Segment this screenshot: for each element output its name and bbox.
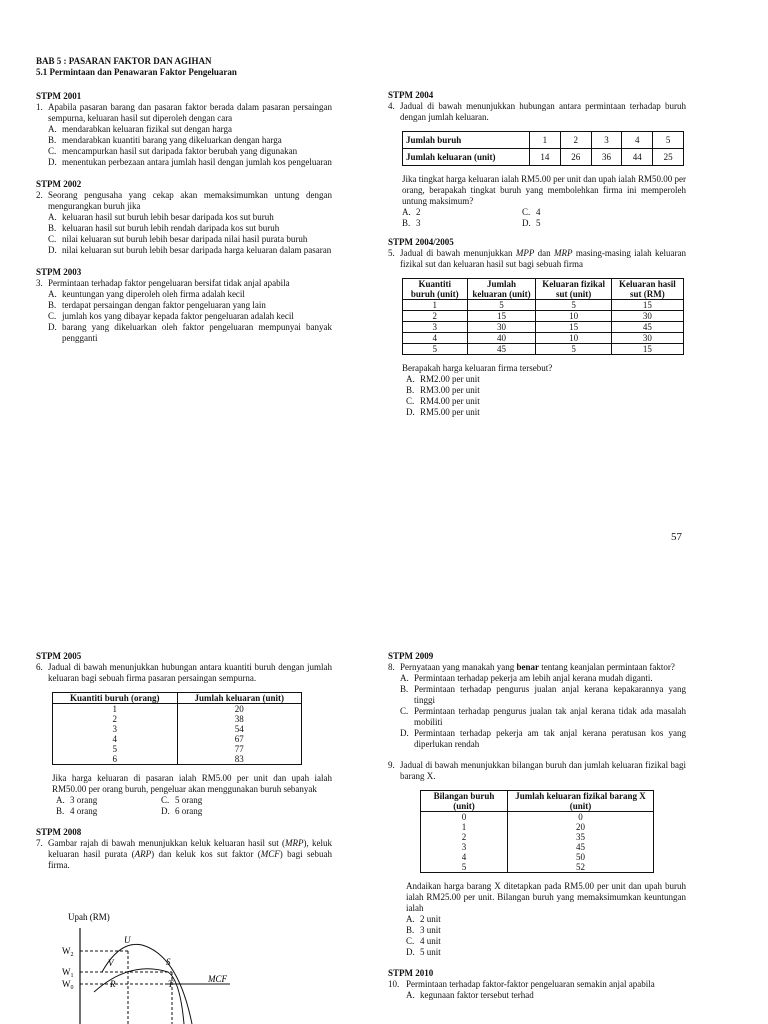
q3-options — [48, 289, 332, 344]
table-cell: 5 — [421, 862, 508, 873]
q5-followup: Berapakah harga keluaran firma tersebut? — [402, 363, 553, 373]
q5-header: Kuantiti buruh (unit) — [403, 279, 468, 300]
option-item — [48, 245, 332, 256]
table-cell: 2 — [421, 832, 508, 842]
table-cell: 2 — [403, 311, 468, 322]
q9-table-row — [421, 862, 654, 873]
option-letter: D. — [48, 245, 57, 255]
option-text: Permintaan terhadap pekerja am lebih anjal kerana mudah diganti. — [414, 673, 653, 683]
q1-options — [48, 124, 332, 168]
question-3: 3. Permintaan terhadap faktor pengeluaran bersifat tidak anjal apabila — [36, 278, 332, 289]
option-item — [400, 673, 686, 684]
q6-option-a: 3 orang — [70, 795, 98, 805]
q9-table-row — [421, 842, 654, 852]
table-cell: 40 — [467, 333, 536, 344]
option-letter: A. — [48, 212, 57, 222]
table-cell: 30 — [611, 311, 683, 322]
question-8: 8. Pernyataan yang manakah yang benar tentang keanjalan permintaan faktor? — [388, 662, 686, 673]
q6-option-c: 5 orang — [175, 795, 203, 805]
option-text: 3 unit — [420, 925, 441, 935]
option-text: mendarabkan kuantiti barang yang dikeluarkan dengan harga — [62, 135, 282, 145]
option-item — [48, 135, 332, 146]
option-letter: B. — [400, 684, 409, 694]
q4-option-b: 3 — [416, 218, 421, 228]
q10-options — [406, 990, 686, 1001]
q6-table-row — [53, 724, 302, 734]
option-text: Permintaan terhadap pengurus jualan anjal kerana kepakarannya yang tinggi — [414, 684, 686, 705]
option-text: nilai keluaran sut buruh lebih besar daripada nilai hasil purata buruh — [62, 234, 308, 244]
q8-year: STPM 2009 — [388, 651, 434, 661]
option-item — [48, 322, 332, 344]
table-cell: 3 — [53, 724, 178, 734]
option-item — [48, 289, 332, 300]
chapter-title: BAB 5 : PASARAN FAKTOR DAN AGIHAN — [36, 56, 212, 66]
table-cell: 0 — [421, 812, 508, 823]
option-text: RM2.00 per unit — [420, 374, 480, 384]
q7-year: STPM 2008 — [36, 827, 82, 837]
table-cell: 2 — [53, 714, 178, 724]
option-item — [406, 947, 686, 958]
q7-stem: Gambar rajah di bawah menunjukkan keluk keluaran hasil sut (MRP), keluk keluaran hasil purata (ARP) dan keluk kos sut faktor (MCF) bagi sebuah firma. — [48, 838, 333, 870]
table-cell: 30 — [467, 322, 536, 333]
q6-year: STPM 2005 — [36, 651, 82, 661]
q4-cell: 5 — [653, 132, 684, 149]
table-cell: 3 — [403, 322, 468, 333]
q4-followup: Jika tingkat harga keluaran ialah RM5.00 per unit dan upah ialah RM50.00 per orang, berapakah tingkat buruh yang membolehkan firma ini memperoleh untung maksimum? — [402, 174, 686, 206]
option-item — [406, 925, 686, 936]
table-cell: 5 — [53, 744, 178, 754]
option-letter: C. — [48, 146, 57, 156]
option-letter: C. — [406, 936, 415, 946]
label-w2: $W_2$ — [62, 946, 74, 958]
option-text: nilai keluaran sut buruh lebih besar daripada harga keluaran dalam pasaran — [62, 245, 332, 255]
q9-followup: Andaikan harga barang X ditetapkan pada RM5.00 per unit dan upah buruh ialah RM25.00 per unit. Bilangan buruh yang memaksimumkan keuntungan ialah — [406, 881, 686, 913]
point-t: T — [168, 979, 174, 989]
point-r: R — [110, 979, 116, 989]
option-item — [48, 223, 332, 234]
table-cell: 67 — [177, 734, 302, 744]
q2-options — [48, 212, 332, 256]
left-column-bottom — [36, 651, 332, 871]
q5-stem: Jadual di bawah menunjukkan MPP dan MRP masing-masing ialah keluaran fizikal sut dan keluaran hasil sut bagi sebuah firma — [400, 248, 686, 269]
table-cell: 52 — [508, 862, 654, 873]
q6-table-row — [53, 714, 302, 724]
point-s: S — [166, 957, 171, 967]
option-letter: A. — [48, 124, 57, 134]
option-text: keluaran hasil sut buruh lebih besar daripada kos sut buruh — [62, 212, 274, 222]
option-text: barang yang dikeluarkan oleh faktor pengeluaran mempunyai banyak pengganti — [62, 322, 332, 343]
q4-cell: 2 — [560, 132, 591, 149]
page-number: 57 — [671, 531, 682, 543]
option-item — [48, 300, 332, 311]
option-item — [406, 914, 686, 925]
q4-cell: 44 — [622, 149, 653, 166]
table-cell: 15 — [467, 311, 536, 322]
table-cell: 15 — [611, 344, 683, 355]
q9-table-row — [421, 812, 654, 823]
arp-curve — [94, 969, 184, 1024]
q3-year: STPM 2003 — [36, 267, 82, 277]
option-text: RM3.00 per unit — [420, 385, 480, 395]
q4-cell: 1 — [530, 132, 561, 149]
option-letter: A. — [406, 374, 415, 384]
option-letter: B. — [48, 223, 57, 233]
option-letter: A. — [406, 914, 415, 924]
option-letter: B. — [48, 135, 57, 145]
left-column-top — [36, 56, 332, 344]
option-text: 2 unit — [420, 914, 441, 924]
q4-cell: 14 — [530, 149, 561, 166]
label-w1: $W_1$ — [62, 967, 74, 979]
table-cell: 1 — [421, 822, 508, 832]
table-cell: 54 — [177, 724, 302, 734]
table-cell: 5 — [403, 344, 468, 355]
question-2: 2. Seorang pengusaha yang cekap akan memaksimumkan untung dengan mengurangkan buruh jika — [36, 190, 332, 211]
q6-stem: Jadual di bawah menunjukkan hubungan antara kuantiti buruh dengan jumlah keluaran bagi sebuah firma pasaran persaingan sempurna. — [48, 662, 332, 683]
option-text: menentukan perbezaan antara jumlah hasil dengan jumlah kos pengeluaran — [62, 157, 332, 167]
q9-header: Bilangan buruh (unit) — [421, 791, 508, 812]
q8-stem: Pernyataan yang manakah yang benar tentang keanjalan permintaan faktor? — [400, 662, 675, 672]
option-item — [400, 684, 686, 706]
q9-header: Jumlah keluaran fizikal barang X (unit) — [508, 791, 654, 812]
table-cell: 6 — [53, 754, 178, 765]
option-text: 5 unit — [420, 947, 441, 957]
option-item — [406, 374, 686, 385]
table-cell: 4 — [421, 852, 508, 862]
q6-table-row — [53, 704, 302, 715]
q2-stem: Seorang pengusaha yang cekap akan memaksimumkan untung dengan mengurangkan buruh jika — [48, 190, 332, 211]
option-letter: D. — [400, 728, 409, 738]
option-item — [400, 728, 686, 750]
q7-diagram — [50, 910, 250, 1024]
q10-stem: Permintaan terhadap faktor-faktor pengeluaran semakin anjal apabila — [406, 979, 655, 989]
question-4: 4. Jadual di bawah menunjukkan hubungan antara permintaan terhadap buruh dengan jumlah keluaran. — [388, 101, 686, 122]
option-text: Permintaan terhadap pengurus jualan tak anjal kerana tidak ada masalah mobiliti — [414, 706, 686, 727]
q4-stem: Jadual di bawah menunjukkan hubungan antara permintaan terhadap buruh dengan jumlah keluaran. — [400, 101, 686, 122]
table-cell: 4 — [53, 734, 178, 744]
option-item — [406, 936, 686, 947]
option-text: terdapat persaingan dengan faktor pengeluaran yang lain — [62, 300, 266, 310]
table-cell: 35 — [508, 832, 654, 842]
option-text: RM4.00 per unit — [420, 396, 480, 406]
question-9: 9. Jadual di bawah menunjukkan bilangan buruh dan jumlah keluaran fizikal bagi barang X. — [388, 760, 686, 781]
question-6: 6. Jadual di bawah menunjukkan hubungan antara kuantiti buruh dengan jumlah keluaran bagi sebuah firma pasaran persaingan sempurna. — [36, 662, 332, 683]
label-w0: $W_0$ — [62, 979, 74, 991]
option-letter: D. — [406, 947, 415, 957]
option-text: kegunaan faktor tersebut terhad — [420, 990, 534, 1000]
table-cell: 30 — [611, 333, 683, 344]
q4-cell: 26 — [560, 149, 591, 166]
option-item — [400, 706, 686, 728]
q9-stem: Jadual di bawah menunjukkan bilangan buruh dan jumlah keluaran fizikal bagi barang X. — [400, 760, 686, 781]
q4-row1-label: Jumlah buruh — [403, 132, 530, 149]
table-cell: 1 — [53, 704, 178, 715]
q5-table — [402, 278, 684, 355]
table-cell: 20 — [177, 704, 302, 715]
q6-table — [52, 692, 302, 765]
table-cell: 5 — [536, 344, 611, 355]
q4-options: A. 2 C. 4 B. 3 D. 5 — [402, 207, 541, 228]
table-cell: 45 — [467, 344, 536, 355]
q1-year: STPM 2001 — [36, 91, 82, 101]
option-letter: B. — [406, 385, 415, 395]
option-letter: C. — [400, 706, 409, 716]
q5-year: STPM 2004/2005 — [388, 237, 454, 247]
q4-cell: 36 — [591, 149, 622, 166]
table-cell: 77 — [177, 744, 302, 754]
option-item — [48, 212, 332, 223]
table-cell: 3 — [421, 842, 508, 852]
q2-year: STPM 2002 — [36, 179, 82, 189]
table-cell: 5 — [467, 300, 536, 311]
q9-table-row — [421, 822, 654, 832]
option-text: keluaran hasil sut buruh lebih rendah daripada kos sut buruh — [62, 223, 280, 233]
question-1: 1. Apabila pasaran barang dan pasaran faktor berada dalam pasaran persaingan sempurna, keluaran hasil sut diperoleh dengan cara — [36, 102, 332, 123]
q6-table-row — [53, 754, 302, 765]
option-item — [48, 146, 332, 157]
q6-options: A. 3 orang C. 5 orang B. 4 orang D. 6 orang — [56, 795, 203, 816]
option-letter: B. — [406, 925, 415, 935]
axis-label-wage: Upah (RM) — [68, 912, 110, 922]
option-item — [48, 124, 332, 135]
question-5: 5. Jadual di bawah menunjukkan MPP dan MRP masing-masing ialah keluaran fizikal sut dan keluaran hasil sut bagi sebuah firma — [388, 248, 686, 269]
q4-row2-label: Jumlah keluaran (unit) — [403, 149, 530, 166]
option-text: 4 unit — [420, 936, 441, 946]
right-column-bottom — [388, 651, 686, 1001]
q5-header: Jumlah keluaran (unit) — [467, 279, 536, 300]
q4-option-a: 2 — [416, 207, 421, 217]
q10-year: STPM 2010 — [388, 968, 434, 978]
option-text: Permintaan terhadap pekerja am tak anjal kerana peratusan kos yang diperlukan rendah — [414, 728, 686, 749]
right-column-top — [388, 90, 686, 418]
q6-followup: Jika harga keluaran di pasaran ialah RM5.00 per unit dan upah ialah RM50.00 per orang buruh, pengeluar akan menggunakan buruh sebanyak — [52, 773, 332, 794]
option-item — [406, 990, 686, 1001]
option-item — [48, 234, 332, 245]
q4-cell: 3 — [591, 132, 622, 149]
q6-header: Jumlah keluaran (unit) — [177, 693, 302, 704]
table-cell: 1 — [403, 300, 468, 311]
q5-table-row — [403, 333, 684, 344]
option-letter: D. — [406, 407, 415, 417]
mcf-label: MCF — [208, 974, 227, 984]
option-letter: A. — [48, 289, 57, 299]
q5-table-row — [403, 300, 684, 311]
option-letter: B. — [48, 300, 57, 310]
table-cell: 20 — [508, 822, 654, 832]
q5-header: Keluaran hasil sut (RM) — [611, 279, 683, 300]
table-cell: 45 — [508, 842, 654, 852]
option-text: mencampurkan hasil sut daripada faktor berubah yang digunakan — [62, 146, 298, 156]
q6-header: Kuantiti buruh (orang) — [53, 693, 178, 704]
q4-table — [402, 131, 684, 166]
option-item — [406, 396, 686, 407]
option-letter: A. — [406, 990, 415, 1000]
option-letter: A. — [400, 673, 409, 683]
option-letter: D. — [48, 322, 57, 332]
q4-option-d: 5 — [536, 218, 541, 228]
table-cell: 38 — [177, 714, 302, 724]
table-cell: 83 — [177, 754, 302, 765]
point-u: U — [124, 935, 131, 945]
table-cell: 10 — [536, 333, 611, 344]
option-item — [48, 311, 332, 322]
q9-table — [420, 790, 654, 873]
q5-table-row — [403, 311, 684, 322]
q5-options — [406, 374, 686, 418]
option-letter: C. — [48, 234, 57, 244]
q1-stem: Apabila pasaran barang dan pasaran faktor berada dalam pasaran persaingan sempurna, keluaran hasil sut diperoleh dengan cara — [48, 102, 332, 123]
option-letter: C. — [406, 396, 415, 406]
table-cell: 4 — [403, 333, 468, 344]
q3-stem: Permintaan terhadap faktor pengeluaran bersifat tidak anjal apabila — [48, 278, 290, 288]
option-item — [406, 407, 686, 418]
q9-table-row — [421, 852, 654, 862]
table-cell: 15 — [536, 322, 611, 333]
q9-options — [406, 914, 686, 958]
option-letter: D. — [48, 157, 57, 167]
section-title: 5.1 Permintaan dan Penawaran Faktor Pengeluaran — [36, 67, 237, 77]
q8-options — [400, 673, 686, 750]
q5-header: Keluaran fizikal sut (unit) — [536, 279, 611, 300]
option-text: mendarabkan keluaran fizikal sut dengan harga — [62, 124, 233, 134]
table-cell: 45 — [611, 322, 683, 333]
q9-table-row — [421, 832, 654, 842]
q6-option-b: 4 orang — [70, 806, 98, 816]
question-7: 7. Gambar rajah di bawah menunjukkan keluk keluaran hasil sut (MRP), keluk keluaran hasil purata (ARP) dan keluk kos sut faktor (MCF) bagi sebuah firma. — [36, 838, 333, 870]
q5-table-row — [403, 344, 684, 355]
question-10: 10. Permintaan terhadap faktor-faktor pengeluaran semakin anjal apabila — [388, 979, 686, 990]
table-cell: 10 — [536, 311, 611, 322]
q4-year: STPM 2004 — [388, 90, 434, 100]
option-letter: C. — [48, 311, 57, 321]
option-text: jumlah kos yang dibayar kepada faktor pengeluaran adalah kecil — [62, 311, 294, 321]
q6-table-row — [53, 734, 302, 744]
option-item — [406, 385, 686, 396]
option-text: RM5.00 per unit — [420, 407, 480, 417]
option-item — [48, 157, 332, 168]
table-cell: 15 — [611, 300, 683, 311]
q4-option-c: 4 — [536, 207, 541, 217]
q6-option-d: 6 orang — [175, 806, 203, 816]
q4-cell: 4 — [622, 132, 653, 149]
point-v: V — [108, 958, 114, 968]
option-text: keuntungan yang diperoleh oleh firma adalah kecil — [62, 289, 245, 299]
q5-table-row — [403, 322, 684, 333]
q6-table-row — [53, 744, 302, 754]
q4-cell: 25 — [653, 149, 684, 166]
table-cell: 0 — [508, 812, 654, 823]
table-cell: 50 — [508, 852, 654, 862]
table-cell: 5 — [536, 300, 611, 311]
